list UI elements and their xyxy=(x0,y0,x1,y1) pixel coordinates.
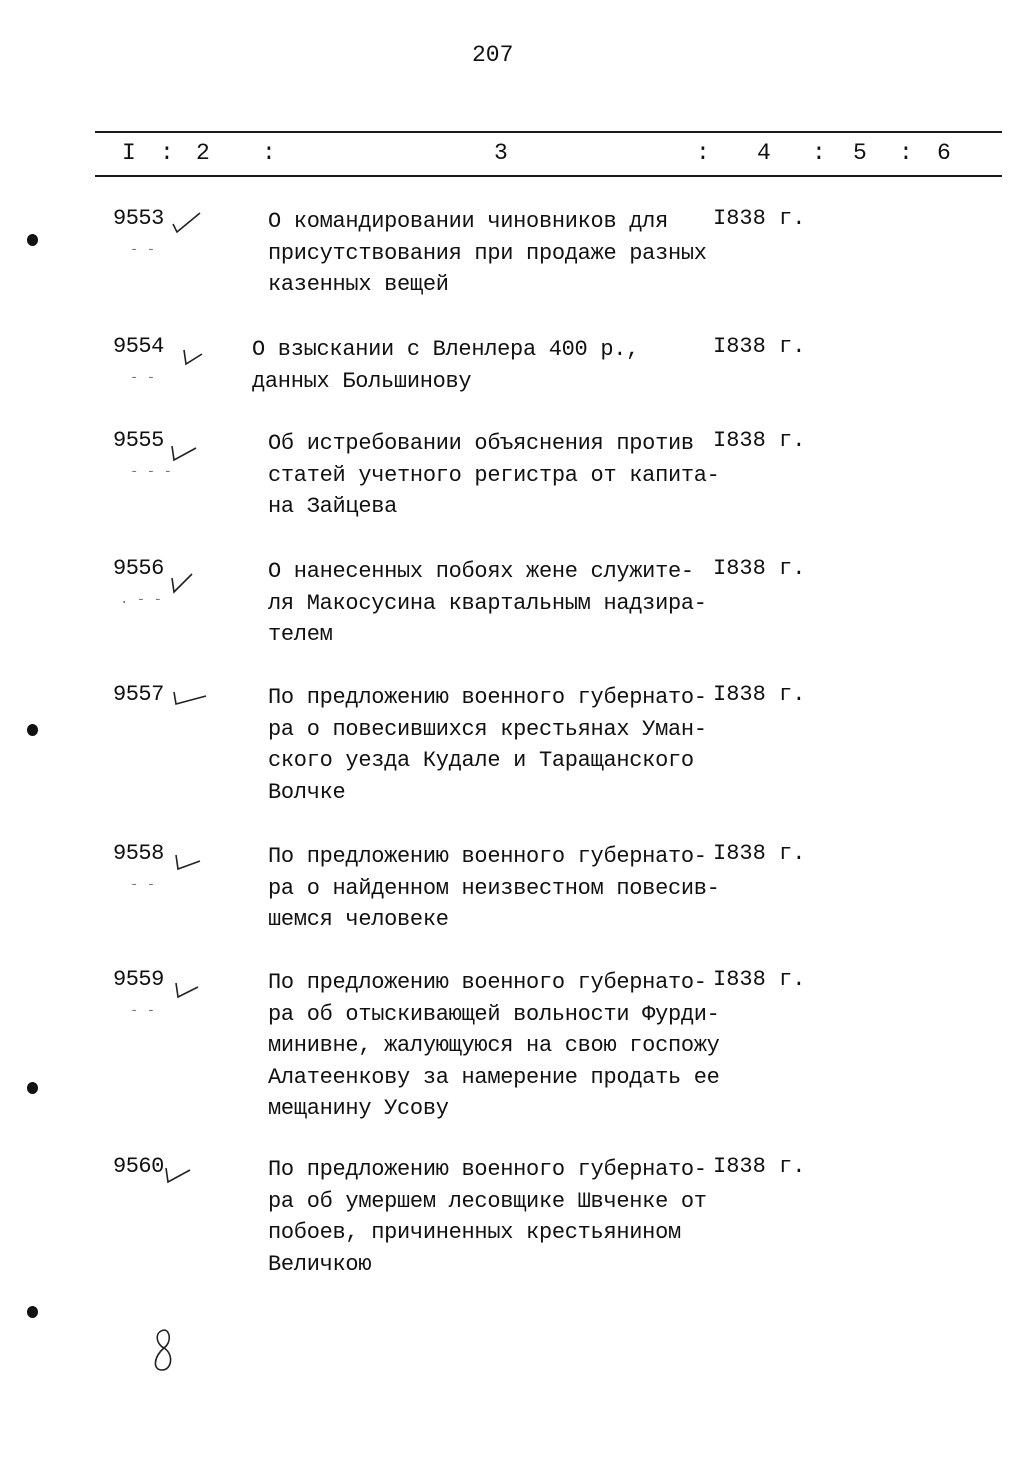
record-number: 9553 xyxy=(113,206,164,231)
column-header-5: 5 xyxy=(853,140,867,166)
binder-hole xyxy=(27,1082,38,1094)
record-title: По предложению военного губернато- ра об отыскивающей вольности Фурди- минивне, жалующуюся на свою госпожу Алатеенкову за намерение продать ее мещанину Усову xyxy=(268,970,720,1121)
record-title: По предложению военного губернато- ра о повесившихся крестьянах Уман- ского уезда Кудале и Таращанского Волчке xyxy=(268,685,707,805)
check-mark-icon xyxy=(170,210,204,238)
record-number: 9554 xyxy=(113,334,164,359)
record-number: 9559 xyxy=(113,967,164,992)
column-header-4: 4 xyxy=(757,140,771,166)
check-mark-icon xyxy=(168,440,202,468)
record-number: 9557 xyxy=(113,682,164,707)
column-header-2: 2 xyxy=(196,140,210,166)
binder-hole xyxy=(27,1306,38,1318)
column-separator: : xyxy=(812,140,826,166)
column-separator: : xyxy=(696,140,710,166)
handwritten-mark-icon xyxy=(146,1326,180,1379)
check-mark-icon xyxy=(172,849,206,877)
binder-hole xyxy=(27,234,38,246)
record-number: 9558 xyxy=(113,841,164,866)
pencil-dash: . - - xyxy=(120,592,163,608)
pencil-dash: - - - xyxy=(130,464,173,480)
header-bottom-rule xyxy=(95,175,1002,177)
record-year: I838 г. xyxy=(713,1154,806,1179)
pencil-dash: - - xyxy=(130,242,156,258)
pencil-dash: - - xyxy=(130,1003,156,1019)
header-top-rule xyxy=(95,131,1002,133)
column-header-3: 3 xyxy=(494,140,508,166)
record-number: 9560 xyxy=(113,1154,164,1179)
record-title: О взыскании с Вленлера 400 р., данных Большинову xyxy=(252,337,640,394)
record-title: По предложению военного губернато- ра об умершем лесовщике Швченке от побоев, причиненных крестьянином Величкою xyxy=(268,1157,707,1277)
pencil-dash: - - xyxy=(130,877,156,893)
record-year: I838 г. xyxy=(713,841,806,866)
record-number: 9556 xyxy=(113,556,164,581)
record-title: По предложению военного губернато- ра о найденном неизвестном повесив- шемся человеке xyxy=(268,844,720,932)
pencil-dash: - - xyxy=(130,370,156,386)
column-separator: : xyxy=(899,140,913,166)
check-mark-icon xyxy=(172,977,206,1005)
record-year: I838 г. xyxy=(713,682,806,707)
record-title: О нанесенных побоях жене служите- ля Макосусина квартальным надзира- телем xyxy=(268,559,707,647)
column-separator: : xyxy=(160,140,174,166)
record-year: I838 г. xyxy=(713,967,806,992)
page-number: 207 xyxy=(472,42,514,68)
record-title: О командировании чиновников для присутствования при продаже разных казенных вещей xyxy=(268,209,707,297)
check-mark-icon xyxy=(166,570,200,598)
check-mark-icon xyxy=(180,344,214,372)
binder-hole xyxy=(27,724,38,736)
check-mark-icon xyxy=(162,1162,196,1190)
record-year: I838 г. xyxy=(713,206,806,231)
record-year: I838 г. xyxy=(713,334,806,359)
record-title: Об истребовании объяснения против статей учетного регистра от капита- на Зайцева xyxy=(268,431,720,519)
column-separator: : xyxy=(262,140,276,166)
check-mark-icon xyxy=(170,684,210,712)
record-number: 9555 xyxy=(113,428,164,453)
column-headers xyxy=(0,140,1024,170)
record-year: I838 г. xyxy=(713,428,806,453)
column-header-6: 6 xyxy=(937,140,951,166)
record-year: I838 г. xyxy=(713,556,806,581)
column-header-1: I xyxy=(122,140,136,166)
